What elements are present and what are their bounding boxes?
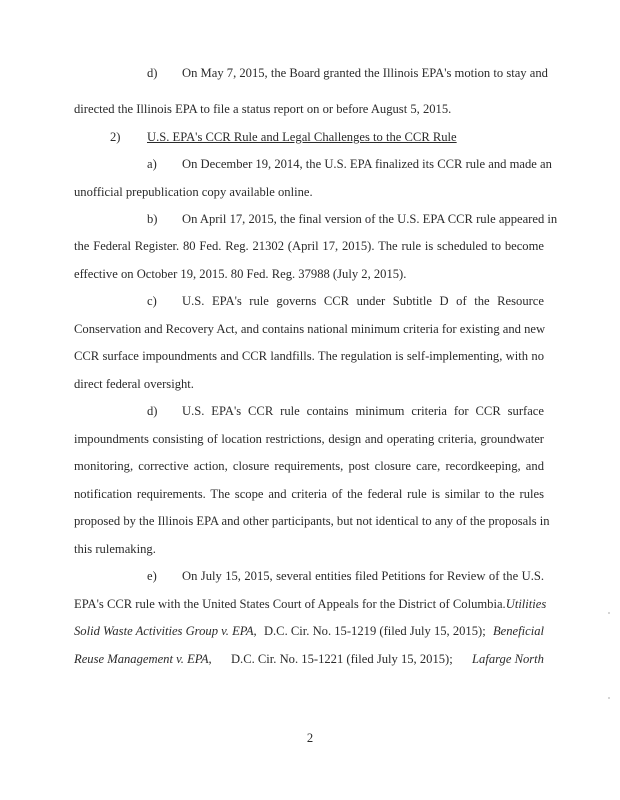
section-title: U.S. EPA's CCR Rule and Legal Challenges to the CCR Rule: [147, 130, 457, 144]
paragraph-d2-line3: monitoring, corrective action, closure requirements, post closure care, recordkeeping, and: [74, 459, 544, 473]
section-label: 2): [110, 130, 121, 144]
paragraph-d2-line6: this rulemaking.: [74, 542, 156, 556]
case-citation: D.C. Cir. No. 15-1221 (filed July 15, 2015);: [230, 652, 453, 666]
paragraph-label: c): [147, 294, 157, 308]
paragraph-d1-line2: directed the Illinois EPA to file a status report on or before August 5, 2015.: [74, 102, 452, 116]
paragraph-text: On May 7, 2015, the Board granted the Illinois EPA's motion to stay and: [182, 66, 548, 80]
paragraph-e-line4: [74, 652, 544, 666]
paragraph-d2-line4: notification requirements. The scope and criteria of the federal rule is similar to the rules: [74, 487, 544, 501]
paragraph-b-line2: the Federal Register. 80 Fed. Reg. 21302 (April 17, 2015). The rule is scheduled to become: [74, 239, 544, 253]
case-citation: D.C. Cir. No. 15-1219 (filed July 15, 2015);: [263, 624, 486, 638]
paragraph-e-line3: [74, 624, 544, 638]
paragraph-d2-line2: impoundments consisting of location restrictions, design and operating criteria, groundwater: [74, 432, 544, 446]
paragraph-a-line2: unofficial prepublication copy available online.: [74, 185, 313, 199]
paragraph-label: a): [147, 157, 157, 171]
paragraph-label: d): [147, 66, 158, 80]
case-name: Utilities: [505, 597, 547, 611]
case-name: Reuse Management v. EPA,: [74, 652, 212, 666]
paragraph-c-line4: direct federal oversight.: [74, 377, 194, 391]
paragraph-text: EPA's CCR rule with the United States Court of Appeals for the District of Columbia.: [74, 597, 506, 611]
scan-speck: [608, 697, 610, 699]
case-name: Lafarge North: [472, 652, 544, 666]
paragraph-text: On December 19, 2014, the U.S. EPA finalized its CCR rule and made an: [182, 157, 552, 171]
case-name: Solid Waste Activities Group v. EPA,: [74, 624, 257, 638]
scan-speck: [608, 612, 610, 614]
paragraph-text: U.S. EPA's CCR rule contains minimum criteria for CCR surface: [182, 404, 544, 418]
paragraph-c-line3: CCR surface impoundments and CCR landfills. The regulation is self-implementing, with no: [74, 349, 544, 363]
paragraph-text: U.S. EPA's rule governs CCR under Subtitle D of the Resource: [182, 294, 544, 308]
paragraph-c-line2: Conservation and Recovery Act, and contains national minimum criteria for existing and new: [74, 322, 546, 336]
paragraph-text: On April 17, 2015, the final version of the U.S. EPA CCR rule appeared in: [182, 212, 558, 226]
case-name: Beneficial: [492, 624, 544, 638]
paragraph-label: e): [147, 569, 157, 583]
paragraph-d2-line5: proposed by the Illinois EPA and other participants, but not identical to any of the proposals in: [74, 514, 550, 528]
paragraph-b-line3: effective on October 19, 2015. 80 Fed. Reg. 37988 (July 2, 2015).: [74, 267, 407, 281]
page-number: 2: [306, 731, 314, 745]
paragraph-text: On July 15, 2015, several entities filed Petitions for Review of the U.S.: [182, 569, 544, 583]
paragraph-e-line2: [74, 597, 547, 611]
paragraph-label: d): [147, 404, 158, 418]
paragraph-label: b): [147, 212, 158, 226]
